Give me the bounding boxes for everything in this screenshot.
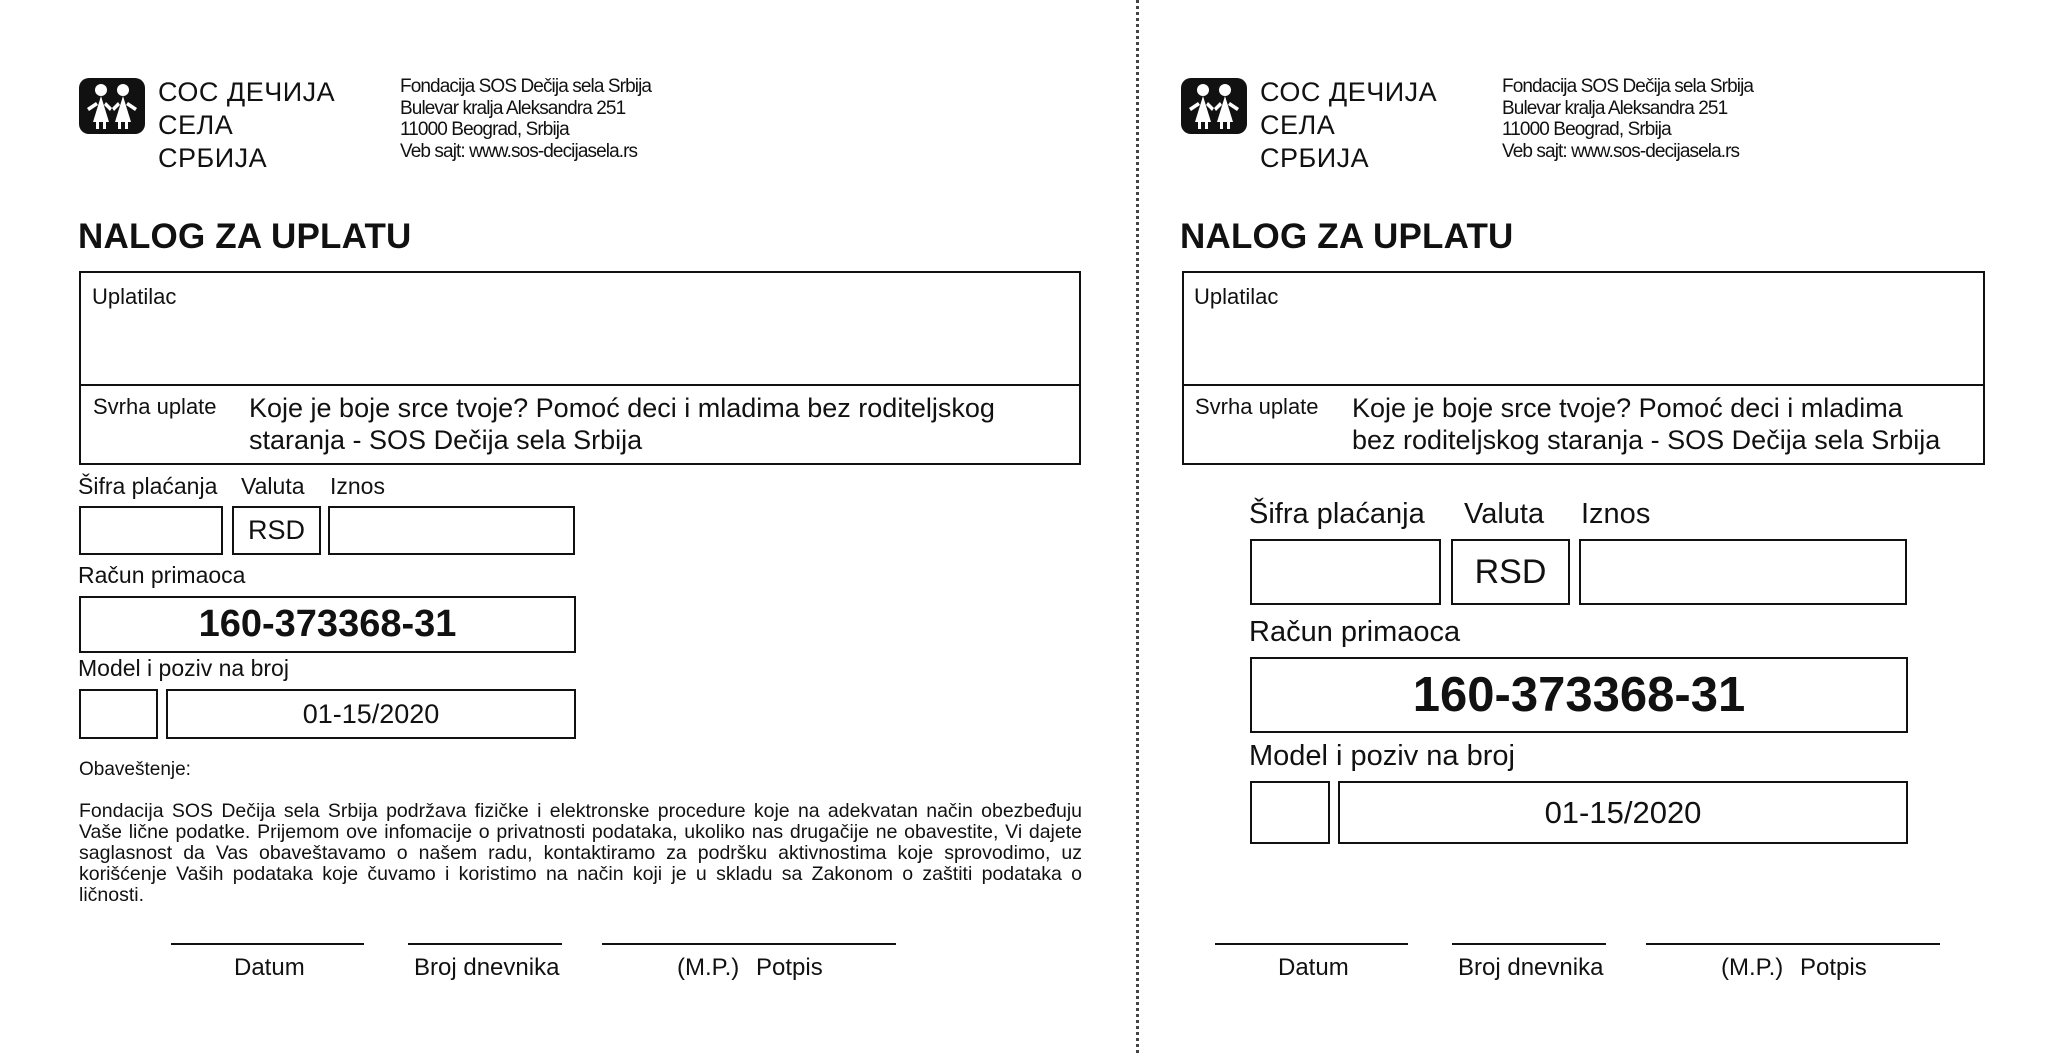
payer-field[interactable] <box>1192 310 1972 380</box>
reference-field[interactable]: 01-15/2020 <box>166 689 576 739</box>
journal-label: Broj dnevnika <box>1458 954 1604 981</box>
address-line: Fondacija SOS Dečija sela Srbija <box>400 76 652 97</box>
address-line: Fondacija SOS Dečija sela Srbija <box>1502 76 1754 97</box>
account-field[interactable]: 160-373368-31 <box>1250 657 1908 733</box>
signature-label: Potpis <box>1800 954 1867 981</box>
signature-label: Potpis <box>756 954 823 981</box>
purpose-label: Svrha uplate <box>93 394 217 419</box>
purpose-line: bez roditeljskog staranja - SOS Dečija sela Srbija <box>1352 425 1941 455</box>
notice-text: Fondacija SOS Dečija sela Srbija podržava fizičke i elektronske procedure koje na adekvatan način obezbeđuju Vaše lične podatke. Prijemom ove infomacije o privatnosti podataka, ukoliko nas drugačije ne obavestite, Vi dajete saglasnost da Vas obaveštavamo o našem radu, kontaktiramo za podršku aktivnostima koje sprovodimo, uz korišćenje Vaših podataka koje čuvamo i koristimo na način koji je u skladu sa Zakonom o zaštiti podataka o ličnosti. <box>79 800 1082 906</box>
payment-code-label: Šifra plaćanja <box>78 473 218 499</box>
sos-children-logo-icon <box>1181 78 1247 134</box>
purpose-value <box>249 392 995 456</box>
purpose-label: Svrha uplate <box>1195 394 1319 419</box>
model-field[interactable] <box>1250 781 1330 844</box>
payer-label: Uplatilac <box>92 284 177 309</box>
currency-field[interactable]: RSD <box>232 506 321 555</box>
address-line: Veb sajt: www.sos-decijasela.rs <box>400 140 638 162</box>
signature-line <box>602 943 896 945</box>
account-label: Račun primaoca <box>78 562 246 588</box>
payment-code-field[interactable] <box>79 506 223 555</box>
amount-label: Iznos <box>330 473 385 499</box>
payer-field[interactable] <box>90 310 1070 380</box>
account-field[interactable]: 160-373368-31 <box>79 596 576 653</box>
org-name-line: СРБИЈА <box>1260 143 1370 173</box>
org-name-line: СЕЛА <box>1260 110 1336 140</box>
form-title: NALOG ZA UPLATU <box>78 217 412 256</box>
currency-label: Valuta <box>241 473 305 499</box>
reference-field[interactable]: 01-15/2020 <box>1338 781 1908 844</box>
stamp-label: (M.P.) <box>1721 954 1784 981</box>
org-name <box>1260 76 1437 175</box>
org-name <box>158 76 335 175</box>
address-line: Veb sajt: www.sos-decijasela.rs <box>1502 140 1740 162</box>
payment-code-label: Šifra plaćanja <box>1249 498 1425 530</box>
payment-code-field[interactable] <box>1250 539 1441 605</box>
purpose-value <box>1352 392 1940 456</box>
purpose-line: Koje je boje srce tvoje? Pomoć deci i mladima <box>1352 393 1903 423</box>
org-address <box>1502 76 1753 162</box>
box-divider <box>79 384 1081 386</box>
purpose-line: Koje je boje srce tvoje? Pomoć deci i mladima bez roditeljskog <box>249 393 995 423</box>
sos-children-logo-icon <box>79 78 145 134</box>
date-signature-line <box>1215 943 1408 945</box>
address-line: 11000 Beograd, Srbija <box>1502 119 1671 140</box>
address-line: Bulevar kralja Aleksandra 251 <box>400 97 626 119</box>
org-address <box>400 76 651 162</box>
payer-label: Uplatilac <box>1194 284 1279 309</box>
perforation-line <box>1136 0 1139 1053</box>
amount-label: Iznos <box>1581 498 1651 530</box>
org-name-line: СОС ДЕЧИЈА <box>158 77 336 107</box>
currency-label: Valuta <box>1464 498 1545 530</box>
signature-line <box>1646 943 1940 945</box>
address-line: 11000 Beograd, Srbija <box>400 119 569 140</box>
date-label: Datum <box>234 954 305 981</box>
amount-field[interactable] <box>328 506 575 555</box>
account-label: Račun primaoca <box>1249 616 1461 648</box>
form-title: NALOG ZA UPLATU <box>1180 217 1514 256</box>
stamp-label: (M.P.) <box>677 954 740 981</box>
currency-field[interactable]: RSD <box>1451 539 1570 605</box>
box-divider <box>1182 384 1985 386</box>
model-label: Model i poziv na broj <box>78 655 289 681</box>
notice-heading: Obaveštenje: <box>79 759 191 780</box>
purpose-line: staranja - SOS Dečija sela Srbija <box>249 425 643 455</box>
journal-label: Broj dnevnika <box>414 954 560 981</box>
journal-signature-line <box>1452 943 1606 945</box>
amount-field[interactable] <box>1579 539 1907 605</box>
org-name-line: СЕЛА <box>158 110 234 140</box>
org-name-line: СРБИЈА <box>158 143 268 173</box>
model-field[interactable] <box>79 689 158 739</box>
journal-signature-line <box>408 943 562 945</box>
org-name-line: СОС ДЕЧИЈА <box>1260 77 1438 107</box>
date-label: Datum <box>1278 954 1349 981</box>
date-signature-line <box>171 943 364 945</box>
model-label: Model i poziv na broj <box>1249 740 1515 772</box>
address-line: Bulevar kralja Aleksandra 251 <box>1502 97 1728 119</box>
